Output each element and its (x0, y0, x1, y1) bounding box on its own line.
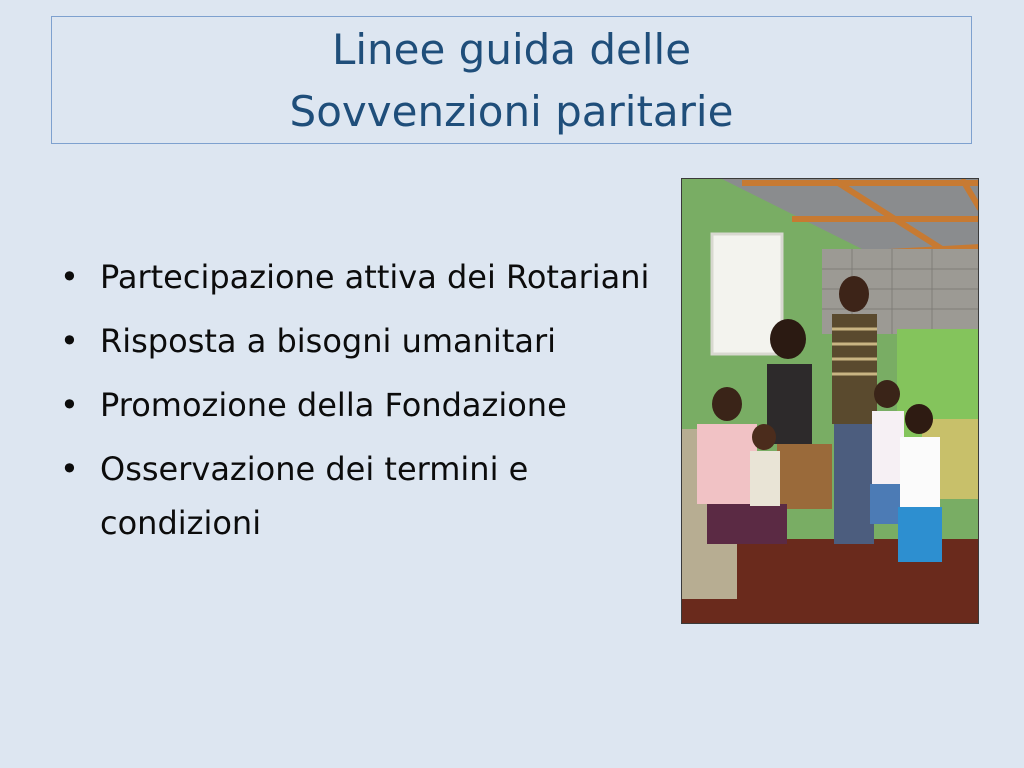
bullet-item-1 (60, 250, 670, 304)
slide-title-line-2: Sovvenzioni paritarie (289, 87, 734, 136)
slide-title-line-1: Linee guida delle (331, 25, 692, 74)
bullet-list (60, 250, 670, 560)
bullet-dot-icon: • (60, 258, 79, 296)
bullet-dot-icon: • (60, 322, 79, 360)
bullet-text-2: Risposta a bisogni umanitari (100, 322, 557, 360)
slide-title-box (51, 16, 972, 144)
family-photo-illustration (682, 179, 979, 624)
bullet-text-4: Osservazione dei termini e condizioni (100, 450, 529, 542)
bullet-item-4 (60, 442, 670, 550)
family-photo (681, 178, 979, 624)
bullet-item-2 (60, 314, 670, 368)
bullet-dot-icon: • (60, 386, 79, 424)
bullet-dot-icon: • (60, 450, 79, 488)
bullet-item-3 (60, 378, 670, 432)
bullet-text-1: Partecipazione attiva dei Rotariani (100, 258, 650, 296)
bullet-text-3: Promozione della Fondazione (100, 386, 567, 424)
